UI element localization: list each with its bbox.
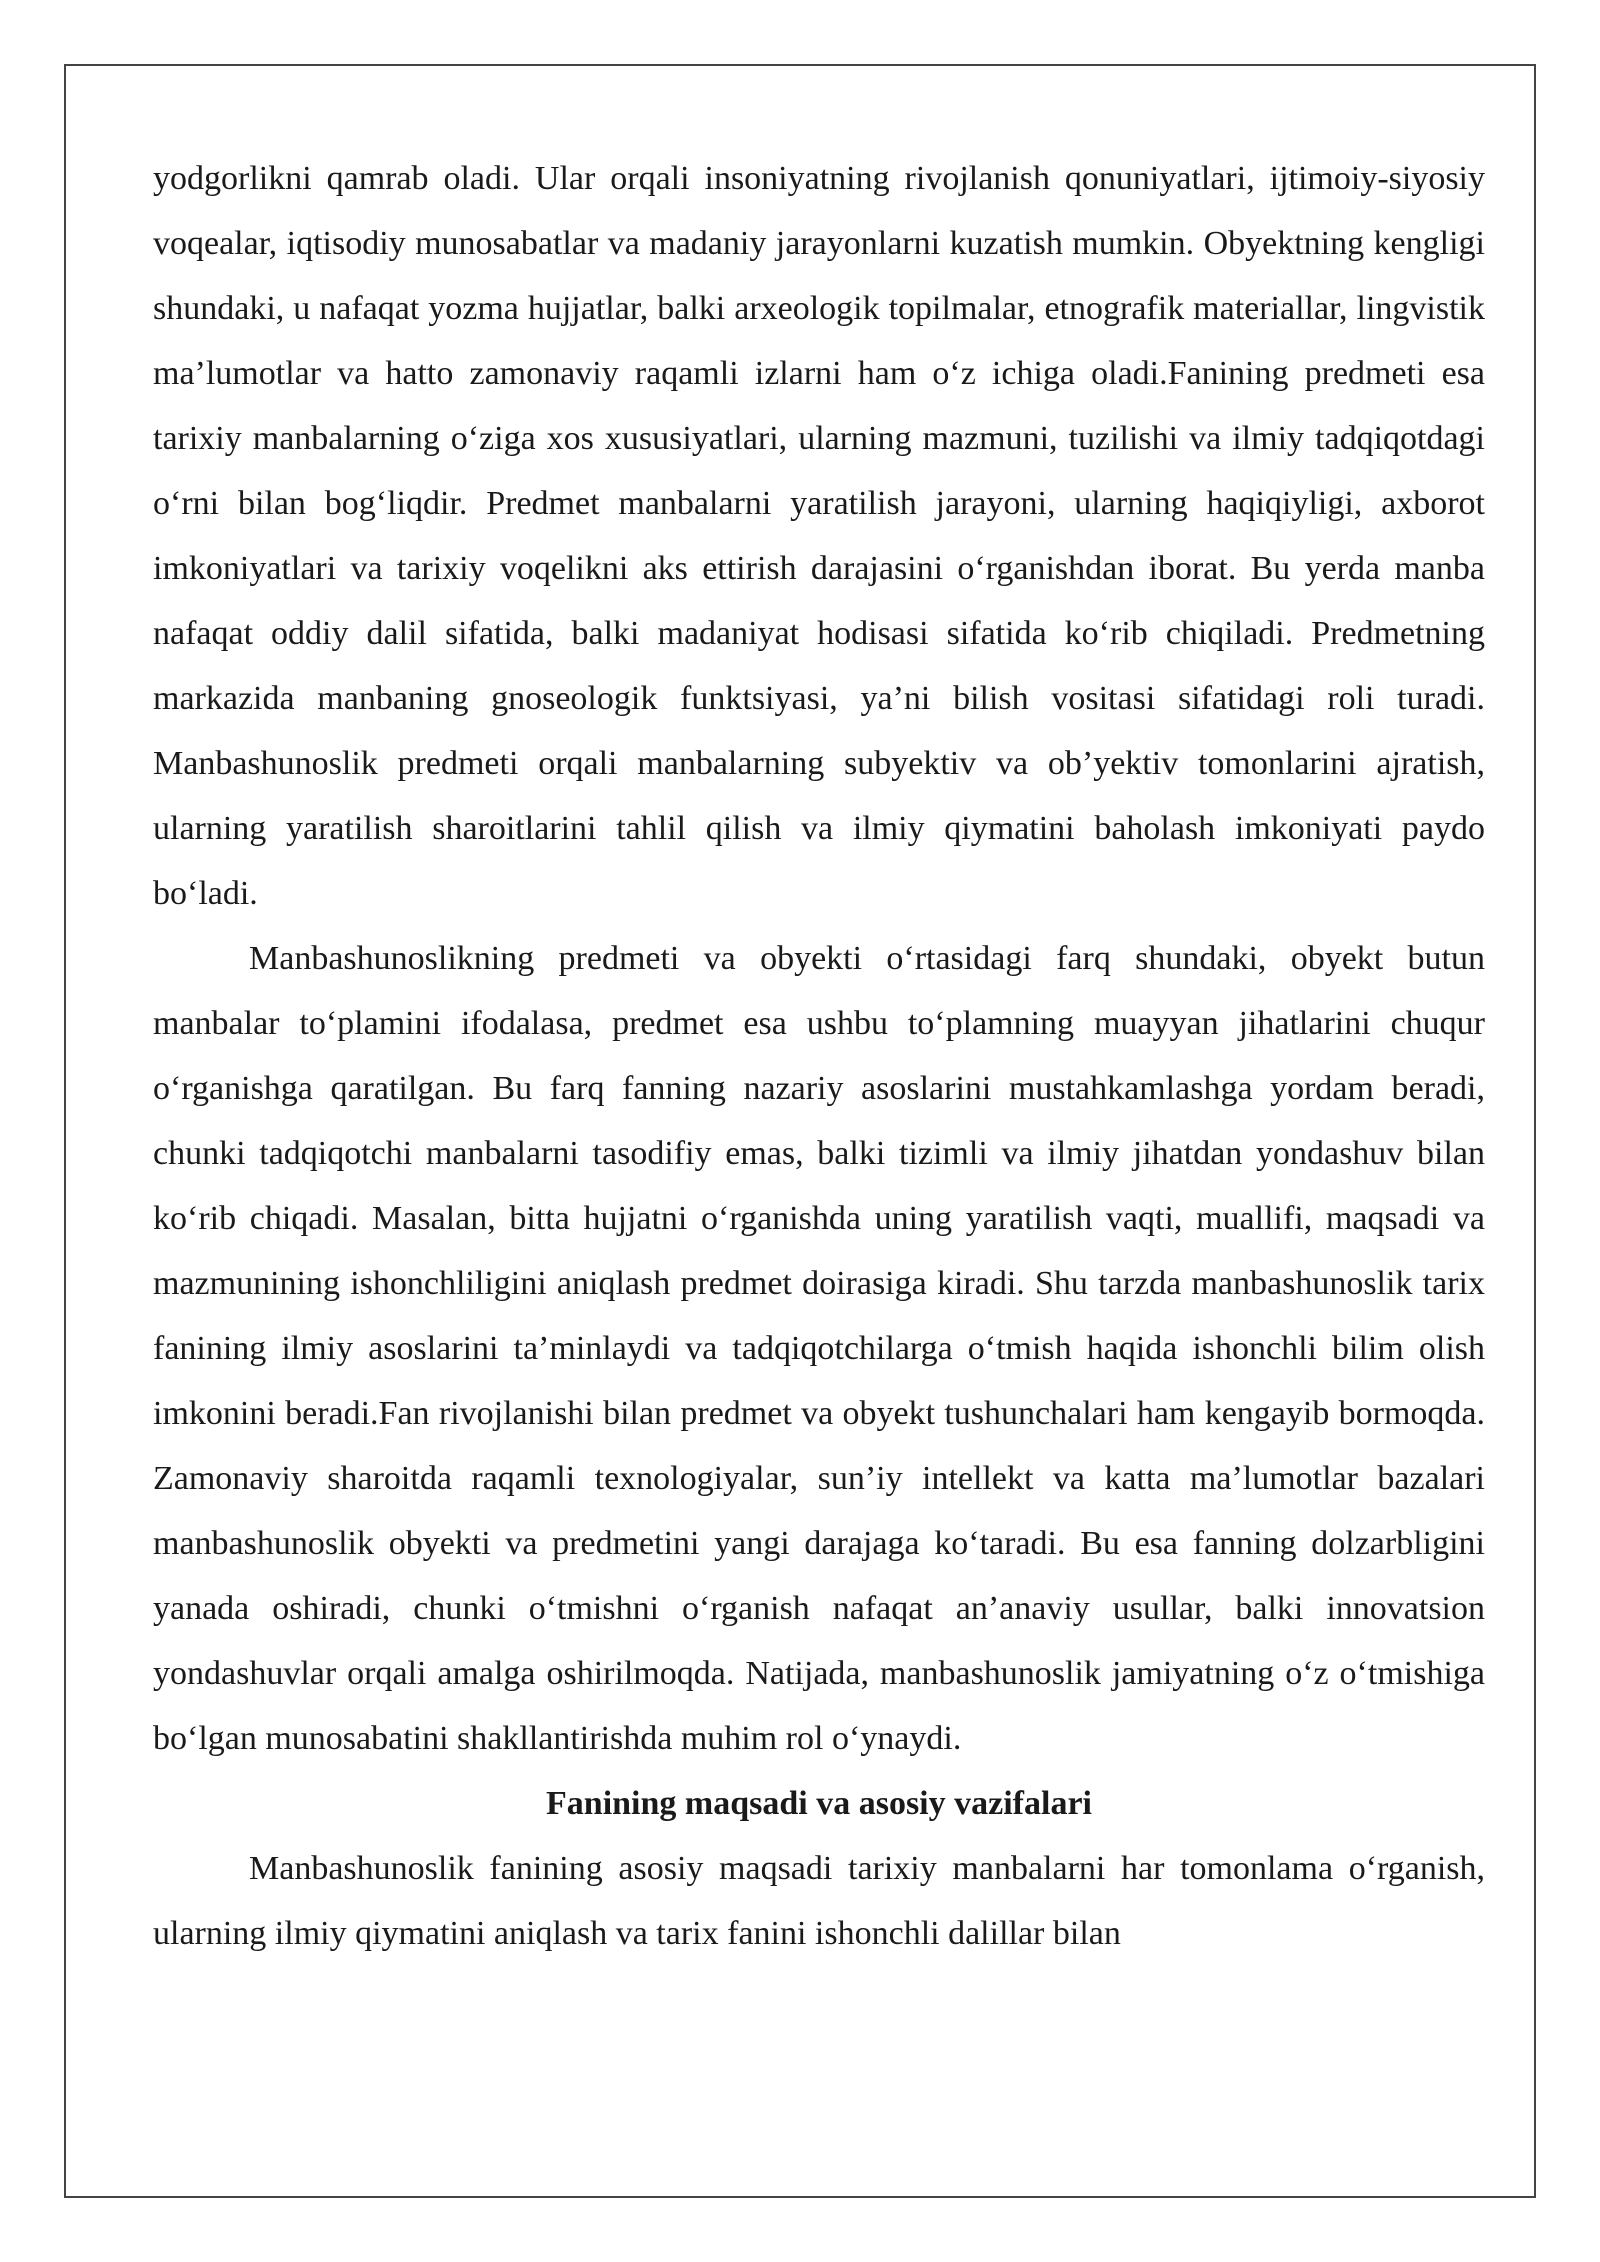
section-heading: Fanining maqsadi va asosiy vazifalari — [546, 1785, 1092, 1822]
document-body — [153, 146, 1485, 1966]
paragraph-predmet-obyekt: Manbashunoslikning predmeti va obyekti o‘rtasidagi farq shundaki, obyekt butun manbalar to‘plamini ifodalasa, predmet esa ushbu to‘plamning muayyan jihatlarini chuqur o‘rganishga qaratilgan. Bu farq fanning nazariy asoslarini mustahkamlashga yordam beradi, chunki tadqiqotchi manbalarni tasodifiy emas, balki tizimli va ilmiy jihatdan yondashuv bilan ko‘rib chiqadi. Masalan, bitta hujjatni o‘rganishda uning yaratilish vaqti, muallifi, maqsadi va mazmunining ishonchliligini aniqlash predmet doirasiga kiradi. Shu tarzda manbashunoslik tarix fanining ilmiy asoslarini ta’minlaydi va tadqiqotchilarga o‘tmish haqida ishonchli bilim olish imkonini beradi.Fan rivojlanishi bilan predmet va obyekt tushunchalari ham kengayib bormoqda. Zamonaviy sharoitda raqamli texnologiyalar, sun’iy intellekt va katta ma’lumotlar bazalari manbashunoslik obyekti va predmetini yangi darajaga ko‘taradi. Bu esa fanning dolzarbligini yanada oshiradi, chunki o‘tmishni o‘rganish nafaqat an’anaviy usullar, balki innovatsion yondashuvlar orqali amalga oshirilmoqda. Natijada, manbashunoslik jamiyatning o‘z o‘tmishiga bo‘lgan munosabatini shakllantirishda muhim rol o‘ynaydi. — [153, 940, 1485, 1757]
paragraph-maqsad: Manbashunoslik fanining asosiy maqsadi tarixiy manbalarni har tomonlama o‘rganish, ularning ilmiy qiymatini aniqlash va tarix fanini ishonchli dalillar bilan — [153, 1850, 1485, 1952]
paragraph-continuation: yodgorlikni qamrab oladi. Ular orqali insoniyatning rivojlanish qonuniyatlari, ijtimoiy-siyosiy voqealar, iqtisodiy munosabatlar va madaniy jarayonlarni kuzatish mumkin. Obyektning kengligi shundaki, u nafaqat yozma hujjatlar, balki arxeologik topilmalar, etnografik materiallar, lingvistik ma’lumotlar va hatto zamonaviy raqamli izlarni ham o‘z ichiga oladi.Fanining predmeti esa tarixiy manbalarning o‘ziga xos xususiyatlari, ularning mazmuni, tuzilishi va ilmiy tadqiqotdagi o‘rni bilan bog‘liqdir. Predmet manbalarni yaratilish jarayoni, ularning haqiqiyligi, axborot imkoniyatlari va tarixiy voqelikni aks ettirish darajasini o‘rganishdan iborat. Bu yerda manba nafaqat oddiy dalil sifatida, balki madaniyat hodisasi sifatida ko‘rib chiqiladi. Predmetning markazida manbaning gnoseologik funktsiyasi, ya’ni bilish vositasi sifatidagi roli turadi. Manbashunoslik predmeti orqali manbalarning subyektiv va ob’yektiv tomonlarini ajratish, ularning yaratilish sharoitlarini tahlil qilish va ilmiy qiymatini baholash imkoniyati paydo bo‘ladi. — [153, 160, 1485, 912]
